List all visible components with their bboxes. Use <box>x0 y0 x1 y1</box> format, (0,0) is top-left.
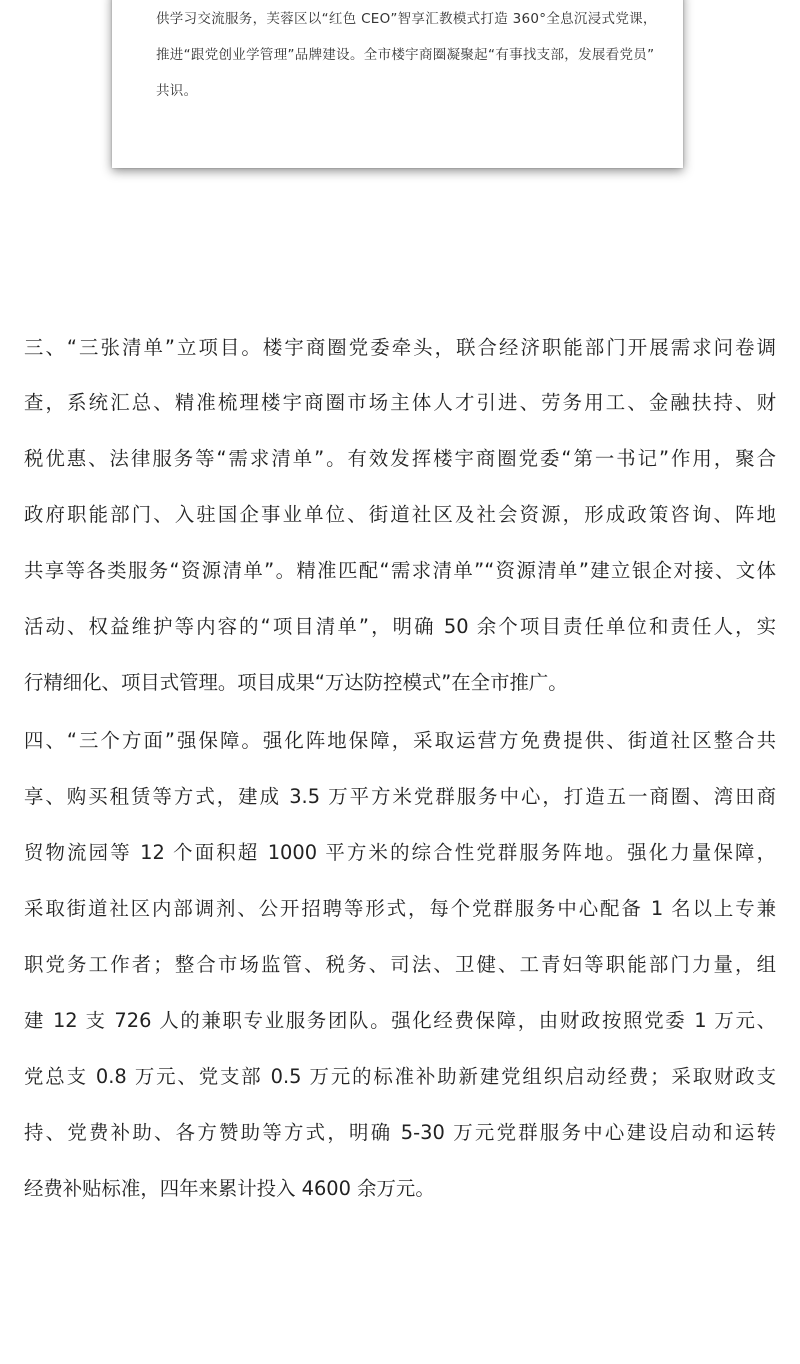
body-text-line: 贸物流园等 12 个面积超 1000 平方米的综合性党群服务阵地。强化力量保障， <box>24 841 776 864</box>
body-text-line: 四、“三个方面”强保障。强化阵地保障，采取运营方免费提供、街道社区整合共 <box>24 729 776 752</box>
card-text-line: 供学习交流服务，芙蓉区以“红色 CEO”智享汇教模式打造 360°全息沉浸式党课， <box>156 11 657 27</box>
card-text-line: 推进“跟党创业学管理”品牌建设。全市楼宇商圈凝聚起“有事找支部，发展看党员” <box>156 47 655 63</box>
body-text-line: 建 12 支 726 人的兼职专业服务团队。强化经费保障，由财政按照党委 1 万元、 <box>24 1009 776 1032</box>
body-text-line: 享、购买租赁等方式，建成 3.5 万平方米党群服务中心，打造五一商圈、湾田商 <box>24 785 776 808</box>
body-text-line: 持、党费补助、各方赞助等方式，明确 5-30 万元党群服务中心建设启动和运转 <box>24 1121 776 1144</box>
body-text-line: 政府职能部门、入驻国企事业单位、街道社区及社会资源，形成政策咨询、阵地 <box>24 503 776 526</box>
body-text-line: 采取街道社区内部调剂、公开招聘等形式，每个党群服务中心配备 1 名以上专兼 <box>24 897 776 920</box>
body-text-line: 查，系统汇总、精准梳理楼宇商圈市场主体人才引进、劳务用工、金融扶持、财 <box>24 391 776 414</box>
body-text-line: 党总支 0.8 万元、党支部 0.5 万元的标准补助新建党组织启动经费；采取财政支 <box>24 1065 776 1088</box>
quote-card <box>112 0 683 168</box>
body-text-line: 三、“三张清单”立项目。楼宇商圈党委牵头，联合经济职能部门开展需求问卷调 <box>24 336 776 359</box>
body-text-line: 行精细化、项目式管理。项目成果“万达防控模式”在全市推广。 <box>24 671 568 694</box>
card-text-line: 共识。 <box>156 83 198 99</box>
body-text-line: 活动、权益维护等内容的“项目清单”，明确 50 余个项目责任单位和责任人，实 <box>24 615 776 638</box>
body-text-line: 经费补贴标准，四年来累计投入 4600 余万元。 <box>24 1177 435 1200</box>
body-text-line: 职党务工作者；整合市场监管、税务、司法、卫健、工青妇等职能部门力量，组 <box>24 953 776 976</box>
body-text-line: 共享等各类服务“资源清单”。精准匹配“需求清单”“资源清单”建立银企对接、文体 <box>24 559 776 582</box>
body-text-line: 税优惠、法律服务等“需求清单”。有效发挥楼宇商圈党委“第一书记”作用，聚合 <box>24 447 776 470</box>
